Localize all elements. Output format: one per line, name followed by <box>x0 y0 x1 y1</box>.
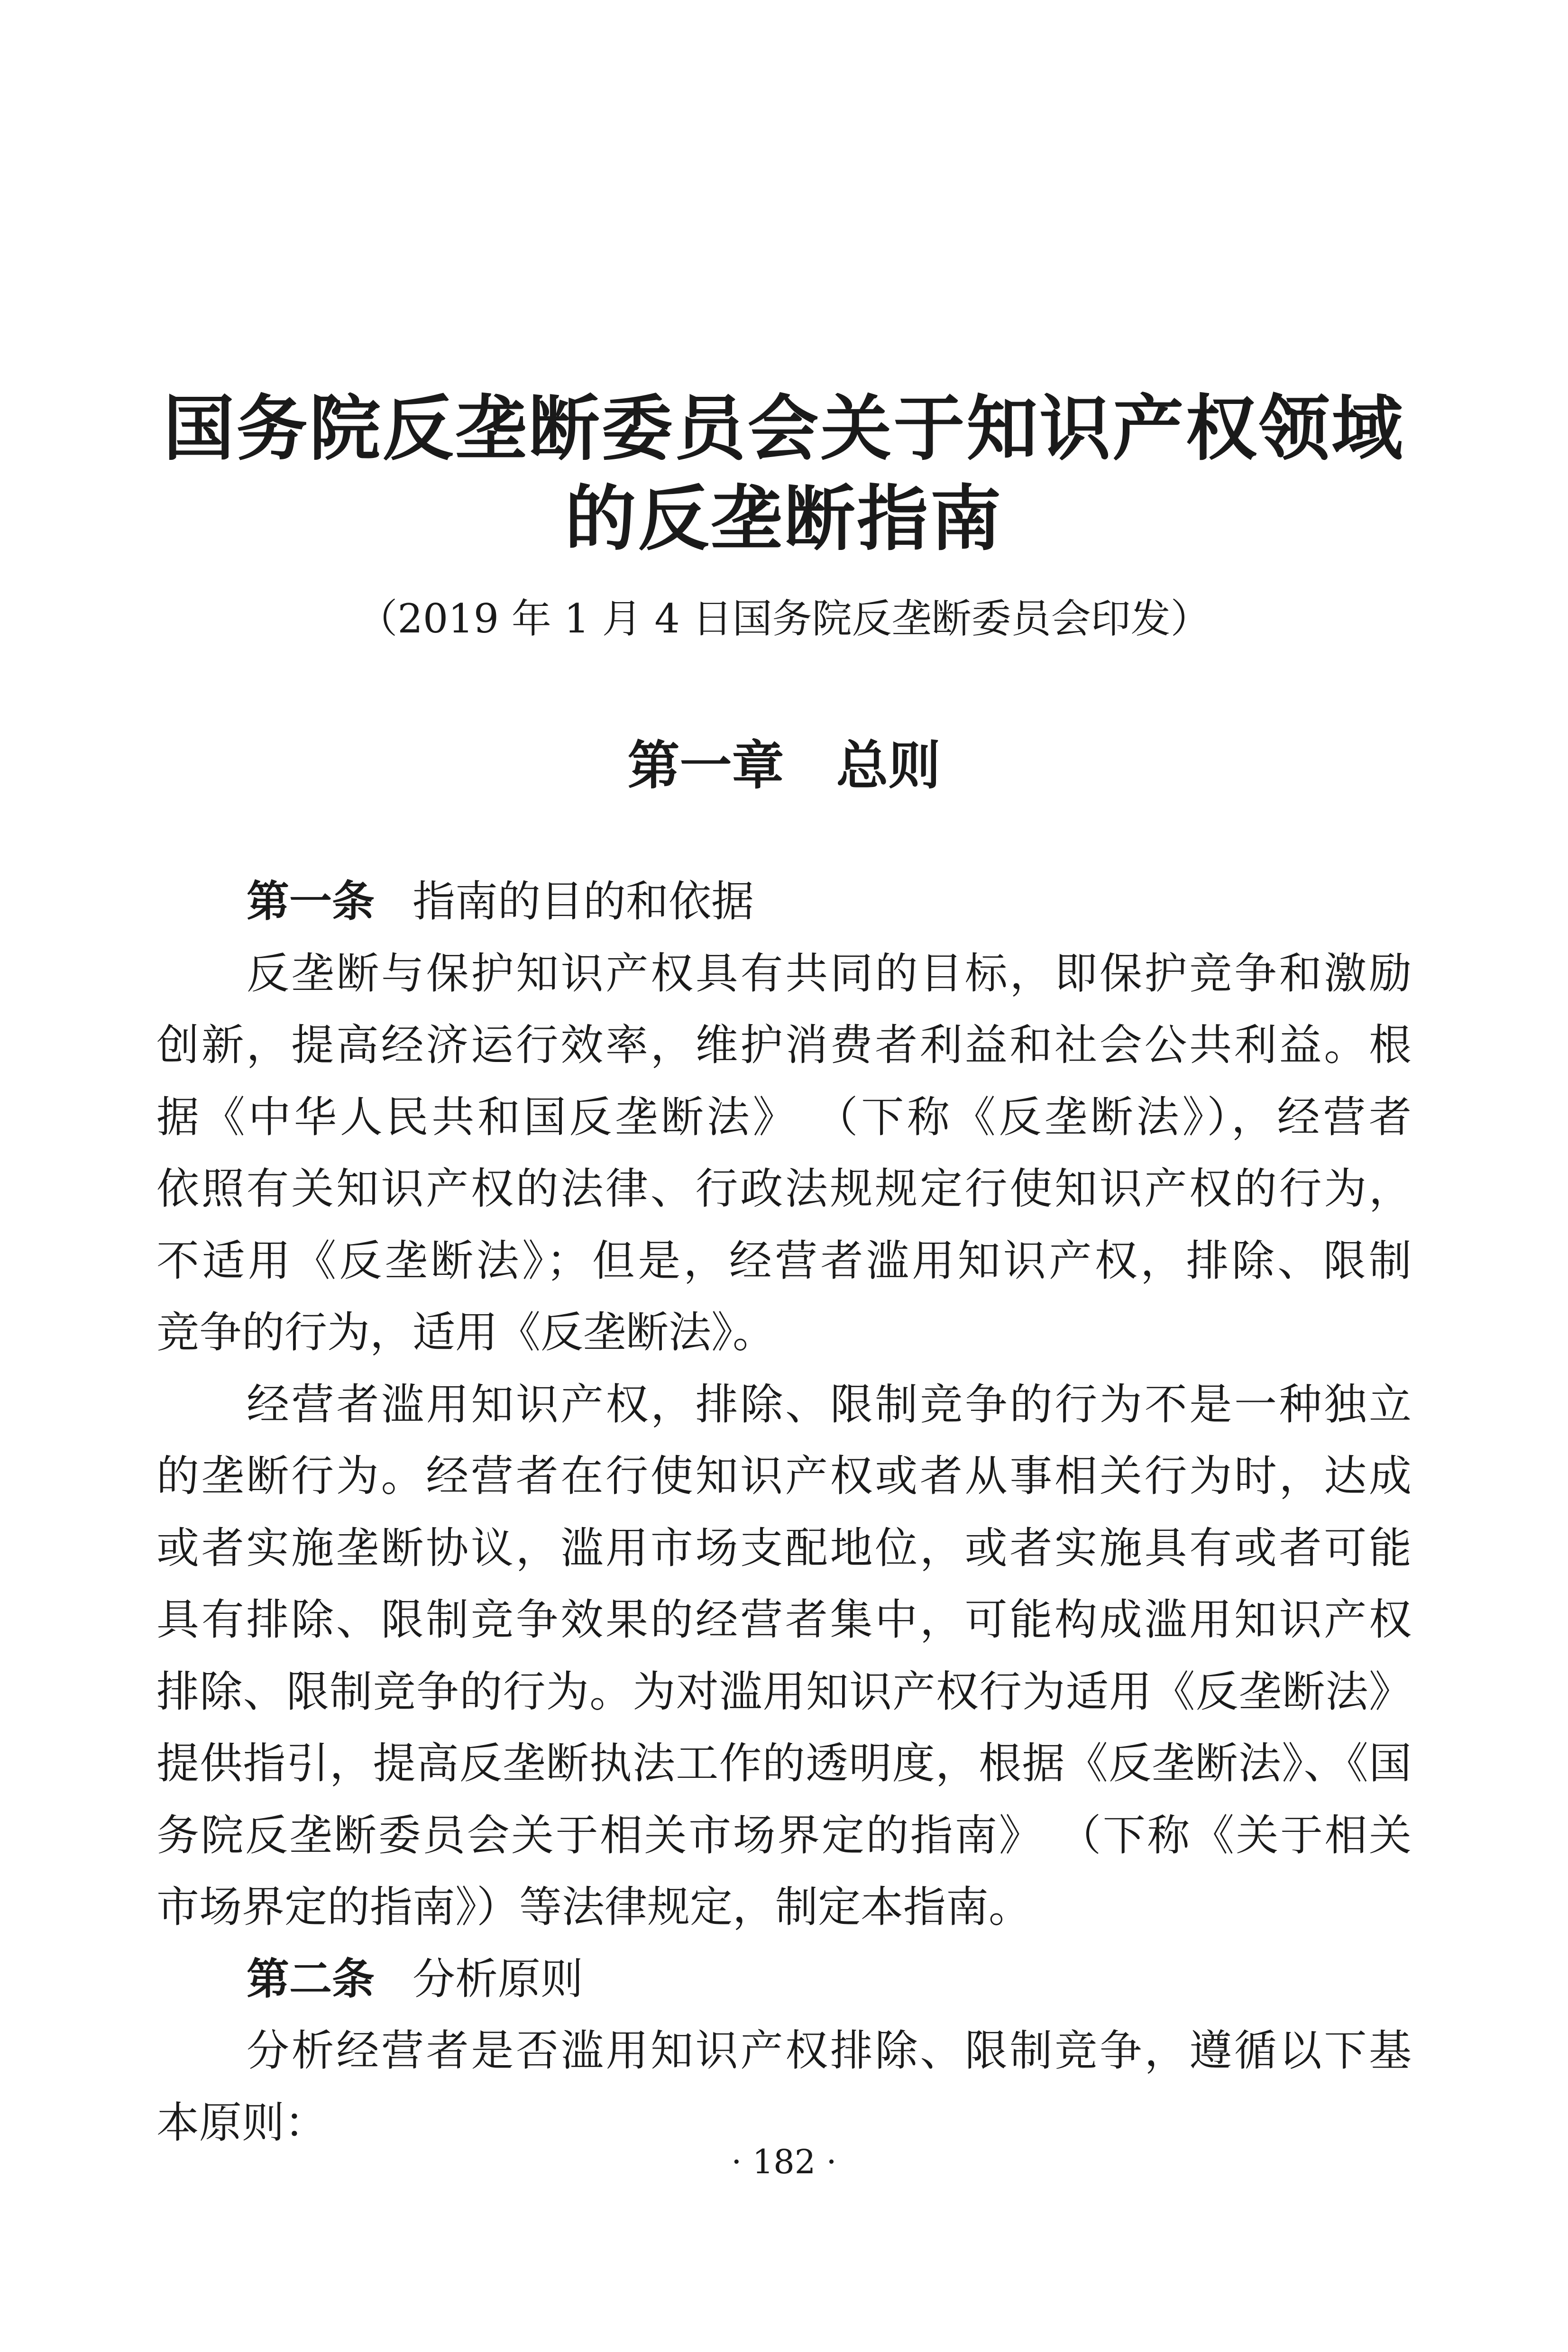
issuance-note: （2019 年 1 月 4 日国务院反垄断委员会印发） <box>358 595 1210 642</box>
article-1-heading <box>156 866 1412 938</box>
paragraph-line: 务院反垄断委员会关于相关市场界定的指南》 （下称《关于相关 <box>156 1810 1412 1860</box>
paragraph-line: 本原则： <box>156 2097 327 2148</box>
article-1-label: 第一条 <box>247 877 375 926</box>
paragraph-line: 反垄断与保护知识产权具有共同的目标，即保护竞争和激励 <box>247 948 1412 998</box>
document-body <box>156 866 1412 2159</box>
paragraph-line: 不适用《反垄断法》；但是，经营者滥用知识产权，排除、限制 <box>156 1235 1412 1286</box>
page-number: · 182 · <box>731 2142 837 2181</box>
paragraph-line: 排除、限制竞争的行为。为对滥用知识产权行为适用《反垄断法》 <box>156 1666 1412 1717</box>
chapter-heading: 第一章 总则 <box>627 735 941 796</box>
paragraph-line: 的垄断行为。经营者在行使知识产权或者从事相关行为时，达成 <box>156 1451 1412 1501</box>
paragraph-line: 竞争的行为，适用《反垄断法》。 <box>156 1308 775 1357</box>
document-title-line-1: 国务院反垄断委员会关于知识产权领域 <box>163 388 1405 470</box>
paragraph-line: 具有排除、限制竞争效果的经营者集中，可能构成滥用知识产权 <box>156 1595 1412 1645</box>
paragraph-line: 经营者滥用知识产权，排除、限制竞争的行为不是一种独立 <box>247 1379 1412 1429</box>
article-2-heading <box>156 1943 1412 2015</box>
article-1-title: 指南的目的和依据 <box>413 877 754 926</box>
document-title-line-2: 的反垄断指南 <box>565 478 1003 560</box>
paragraph-line: 创新，提高经济运行效率，维护消费者利益和社会公共利益。根 <box>156 1020 1412 1070</box>
paragraph-line: 市场界定的指南》）等法律规定，制定本指南。 <box>156 1882 1031 1932</box>
paragraph-line: 据《中华人民共和国反垄断法》 （下称《反垄断法》），经营者 <box>156 1092 1412 1142</box>
paragraph-line: 依照有关知识产权的法律、行政法规规定行使知识产权的行为， <box>156 1164 1412 1214</box>
paragraph-line: 分析经营者是否滥用知识产权排除、限制竞争，遵循以下基 <box>247 2026 1412 2076</box>
article-2-title: 分析原则 <box>413 1954 583 2004</box>
article-2-label: 第二条 <box>247 1954 375 2004</box>
paragraph-line: 或者实施垄断协议，滥用市场支配地位，或者实施具有或者可能 <box>156 1523 1412 1573</box>
paragraph-line: 提供指引，提高反垄断执法工作的透明度，根据《反垄断法》、《国 <box>156 1739 1412 1788</box>
